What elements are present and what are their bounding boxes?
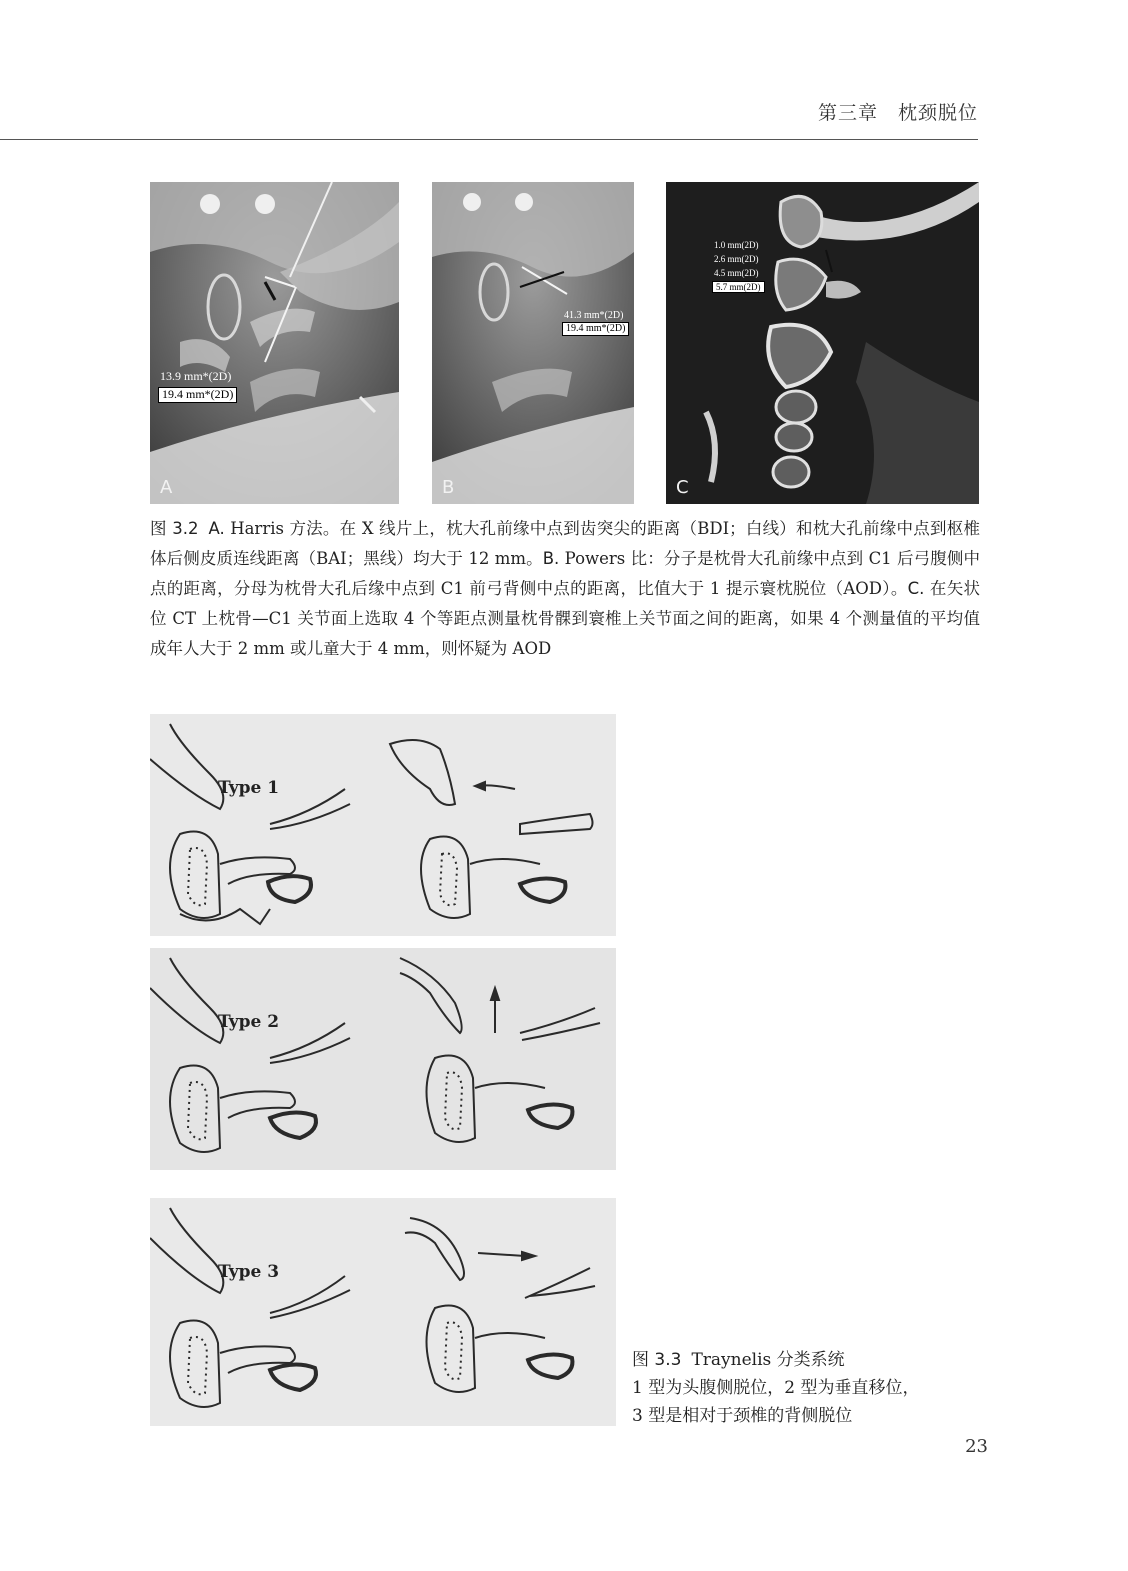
caption-part-a-text: Harris 方法。在 X 线片上，枕大孔前缘中点到齿突尖的距离（BDI；白线）和枕大孔前缘中点到枢椎体后侧皮质连线距离（BAI；黑线）均大于 12 mm。 [150, 519, 980, 568]
xray-lateral-image-a [150, 182, 399, 504]
type-2-drawing [150, 948, 616, 1170]
figure-3-3-caption [632, 1346, 992, 1430]
header-divider [0, 139, 978, 140]
measurement-bai: 19.4 mm*(2D) [158, 387, 237, 403]
panel-letter-c: C [676, 477, 689, 498]
traynelis-type-2-sketch [150, 948, 616, 1170]
figure-3-2-caption [150, 514, 980, 664]
measurement-point-2: 2.6 mm(2D) [714, 254, 759, 264]
type-1-drawing [150, 714, 616, 936]
caption-part-b-text: Powers 比：分子是枕骨大孔前缘中点到 C1 后弓腹侧中点的距离，分母为枕骨大孔后缘中点到 C1 前弓背侧中点的距离，比值大于 1 提示寰枕脱位（AOD）。 [150, 549, 980, 598]
chapter-header: 第三章 枕颈脱位 [817, 102, 978, 124]
figure-3-2-panel-c [666, 182, 979, 504]
figure-3-3-caption-line-1: 1 型为头腹侧脱位，2 型为垂直移位， [632, 1378, 920, 1398]
caption-part-c-text: 在矢状位 CT 上枕骨—C1 关节面上选取 4 个等距点测量枕骨髁到寰椎上关节面之间的距离，如果 4 个测量值的平均值成年人大于 2 mm 或儿童大于 4 mm，则怀疑为 AOD [150, 579, 980, 658]
traynelis-type-3-sketch [150, 1198, 616, 1426]
figure-3-3-caption-line-2: 3 型是相对于颈椎的背侧脱位 [632, 1406, 853, 1426]
type-1-label: Type 1 [218, 778, 280, 798]
caption-part-b-label: B. [542, 549, 560, 568]
caption-part-a-label: A. [208, 519, 225, 538]
measurement-denominator: 19.4 mm*(2D) [562, 322, 629, 336]
panel-letter-a: A [160, 477, 173, 498]
type-2-label: Type 2 [218, 1012, 280, 1032]
type-3-label: Type 3 [218, 1262, 280, 1282]
caption-part-c-label: C. [907, 579, 925, 598]
page-number: 23 [965, 1436, 988, 1457]
ct-sagittal-image-c [666, 182, 979, 504]
figure-3-2-panel-b [432, 182, 634, 504]
panel-letter-b: B [442, 477, 455, 498]
figure-3-3-label: 图 3.3 [632, 1350, 682, 1370]
figure-3-3-title: Traynelis 分类系统 [691, 1350, 845, 1370]
measurement-bdi: 13.9 mm*(2D) [160, 369, 232, 383]
xray-lateral-image-b [432, 182, 634, 504]
measurement-numerator: 41.3 mm*(2D) [564, 310, 624, 321]
type-3-drawing [150, 1198, 616, 1426]
measurement-point-1: 1.0 mm(2D) [714, 240, 759, 250]
figure-3-2-label: 图 3.2 [150, 519, 199, 538]
figure-3-2-panel-a [150, 182, 399, 504]
measurement-point-4: 5.7 mm(2D) [712, 281, 765, 293]
measurement-point-3: 4.5 mm(2D) [714, 268, 759, 278]
traynelis-type-1-sketch [150, 714, 616, 936]
